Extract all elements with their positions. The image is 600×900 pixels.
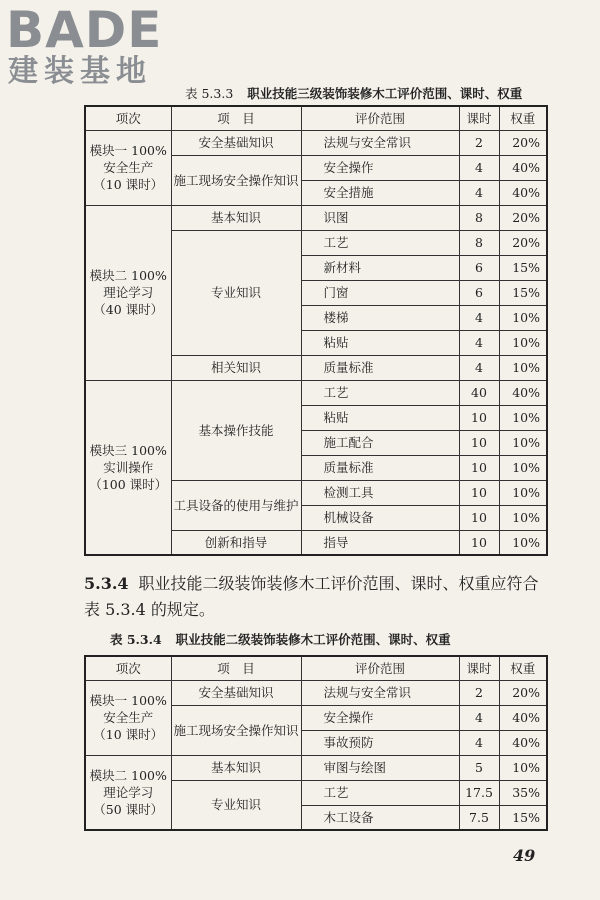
hours-cell: 10 bbox=[459, 505, 499, 530]
item-cell: 相关知识 bbox=[171, 355, 301, 380]
hours-cell: 10 bbox=[459, 530, 499, 555]
hours-cell: 8 bbox=[459, 205, 499, 230]
item-cell: 施工现场安全操作知识 bbox=[171, 155, 301, 205]
weight-cell: 10% bbox=[499, 430, 547, 455]
hours-cell: 2 bbox=[459, 130, 499, 155]
hours-cell: 4 bbox=[459, 705, 499, 730]
scope-cell: 楼梯 bbox=[301, 305, 459, 330]
scope-cell: 质量标准 bbox=[301, 355, 459, 380]
hours-cell: 4 bbox=[459, 330, 499, 355]
weight-cell: 10% bbox=[499, 530, 547, 555]
table-header-row bbox=[85, 656, 547, 680]
table-row bbox=[85, 755, 547, 780]
hours-cell: 10 bbox=[459, 430, 499, 455]
item-cell: 创新和指导 bbox=[171, 530, 301, 555]
scope-cell: 木工设备 bbox=[301, 805, 459, 830]
page-number: 49 bbox=[513, 846, 536, 865]
weight-cell: 40% bbox=[499, 380, 547, 405]
weight-cell: 35% bbox=[499, 780, 547, 805]
item-cell: 安全基础知识 bbox=[171, 680, 301, 705]
scope-cell: 工艺 bbox=[301, 780, 459, 805]
scope-cell: 施工配合 bbox=[301, 430, 459, 455]
hours-cell: 6 bbox=[459, 255, 499, 280]
item-cell: 专业知识 bbox=[171, 230, 301, 355]
scope-cell: 新材料 bbox=[301, 255, 459, 280]
hours-cell: 5 bbox=[459, 755, 499, 780]
item-cell: 工具设备的使用与维护 bbox=[171, 480, 301, 530]
scope-cell: 审图与绘图 bbox=[301, 755, 459, 780]
logo bbox=[6, 1, 163, 89]
scope-cell: 安全操作 bbox=[301, 155, 459, 180]
item-cell: 基本知识 bbox=[171, 205, 301, 230]
hours-cell: 6 bbox=[459, 280, 499, 305]
hours-cell: 17.5 bbox=[459, 780, 499, 805]
weight-cell: 20% bbox=[499, 130, 547, 155]
scope-cell: 粘贴 bbox=[301, 405, 459, 430]
hours-cell: 7.5 bbox=[459, 805, 499, 830]
table2 bbox=[84, 655, 548, 831]
scope-cell: 法规与安全常识 bbox=[301, 680, 459, 705]
scope-cell: 工艺 bbox=[301, 230, 459, 255]
weight-cell: 10% bbox=[499, 405, 547, 430]
header-cell: 评价范围 bbox=[301, 656, 459, 680]
table-header-row bbox=[85, 106, 547, 130]
table2-caption bbox=[110, 630, 451, 648]
scope-cell: 质量标准 bbox=[301, 455, 459, 480]
clause-number: 5.3.4 bbox=[84, 574, 129, 593]
weight-cell: 15% bbox=[499, 805, 547, 830]
scope-cell: 法规与安全常识 bbox=[301, 130, 459, 155]
header-cell: 课时 bbox=[459, 656, 499, 680]
header-cell: 项 目 bbox=[171, 106, 301, 130]
item-cell: 基本知识 bbox=[171, 755, 301, 780]
weight-cell: 20% bbox=[499, 205, 547, 230]
item-cell: 施工现场安全操作知识 bbox=[171, 705, 301, 755]
logo-subtitle: 建装基地 bbox=[8, 54, 152, 89]
scope-cell: 检测工具 bbox=[301, 480, 459, 505]
hours-cell: 40 bbox=[459, 380, 499, 405]
hours-cell: 2 bbox=[459, 680, 499, 705]
scope-cell: 指导 bbox=[301, 530, 459, 555]
module-cell: 模块一 100% 安全生产 （10 课时） bbox=[85, 680, 171, 755]
item-cell: 基本操作技能 bbox=[171, 380, 301, 480]
weight-cell: 20% bbox=[499, 230, 547, 255]
hours-cell: 10 bbox=[459, 480, 499, 505]
clause-text: 职业技能二级装饰装修木工评价范围、课时、权重应符合表 5.3.4 的规定。 bbox=[84, 574, 539, 619]
item-cell: 安全基础知识 bbox=[171, 130, 301, 155]
weight-cell: 40% bbox=[499, 730, 547, 755]
scope-cell: 机械设备 bbox=[301, 505, 459, 530]
hours-cell: 8 bbox=[459, 230, 499, 255]
scope-cell: 识图 bbox=[301, 205, 459, 230]
weight-cell: 10% bbox=[499, 755, 547, 780]
weight-cell: 15% bbox=[499, 255, 547, 280]
scope-cell: 安全操作 bbox=[301, 705, 459, 730]
scope-cell: 门窗 bbox=[301, 280, 459, 305]
hours-cell: 10 bbox=[459, 405, 499, 430]
hours-cell: 4 bbox=[459, 730, 499, 755]
header-cell: 权重 bbox=[499, 106, 547, 130]
hours-cell: 10 bbox=[459, 455, 499, 480]
module-cell: 模块二 100% 理论学习 （40 课时） bbox=[85, 205, 171, 380]
hours-cell: 4 bbox=[459, 180, 499, 205]
weight-cell: 10% bbox=[499, 355, 547, 380]
module-cell: 模块三 100% 实训操作 （100 课时） bbox=[85, 380, 171, 555]
header-cell: 权重 bbox=[499, 656, 547, 680]
clause-paragraph bbox=[84, 571, 554, 623]
header-cell: 项次 bbox=[85, 656, 171, 680]
header-cell: 评价范围 bbox=[301, 106, 459, 130]
table1-title: 职业技能三级装饰装修木工评价范围、课时、权重 bbox=[247, 86, 523, 101]
table-row bbox=[85, 130, 547, 155]
hours-cell: 4 bbox=[459, 155, 499, 180]
weight-cell: 40% bbox=[499, 155, 547, 180]
table1-caption bbox=[185, 84, 522, 102]
weight-cell: 10% bbox=[499, 455, 547, 480]
module-cell: 模块二 100% 理论学习 （50 课时） bbox=[85, 755, 171, 830]
weight-cell: 40% bbox=[499, 705, 547, 730]
table-row bbox=[85, 680, 547, 705]
weight-cell: 40% bbox=[499, 180, 547, 205]
scope-cell: 事故预防 bbox=[301, 730, 459, 755]
hours-cell: 4 bbox=[459, 355, 499, 380]
header-cell: 项 目 bbox=[171, 656, 301, 680]
weight-cell: 10% bbox=[499, 330, 547, 355]
weight-cell: 10% bbox=[499, 480, 547, 505]
header-cell: 项次 bbox=[85, 106, 171, 130]
scope-cell: 工艺 bbox=[301, 380, 459, 405]
hours-cell: 4 bbox=[459, 305, 499, 330]
header-cell: 课时 bbox=[459, 106, 499, 130]
weight-cell: 20% bbox=[499, 680, 547, 705]
weight-cell: 10% bbox=[499, 505, 547, 530]
scope-cell: 安全措施 bbox=[301, 180, 459, 205]
module-cell: 模块一 100% 安全生产 （10 课时） bbox=[85, 130, 171, 205]
table2-number: 表 5.3.4 bbox=[110, 632, 162, 647]
weight-cell: 10% bbox=[499, 305, 547, 330]
logo-brand: BADE bbox=[6, 1, 163, 59]
weight-cell: 15% bbox=[499, 280, 547, 305]
scope-cell: 粘贴 bbox=[301, 330, 459, 355]
table-row bbox=[85, 380, 547, 405]
table1 bbox=[84, 105, 548, 556]
table1-number: 表 5.3.3 bbox=[185, 86, 234, 101]
item-cell: 专业知识 bbox=[171, 780, 301, 830]
table2-title: 职业技能二级装饰装修木工评价范围、课时、权重 bbox=[175, 632, 451, 647]
table-row bbox=[85, 205, 547, 230]
